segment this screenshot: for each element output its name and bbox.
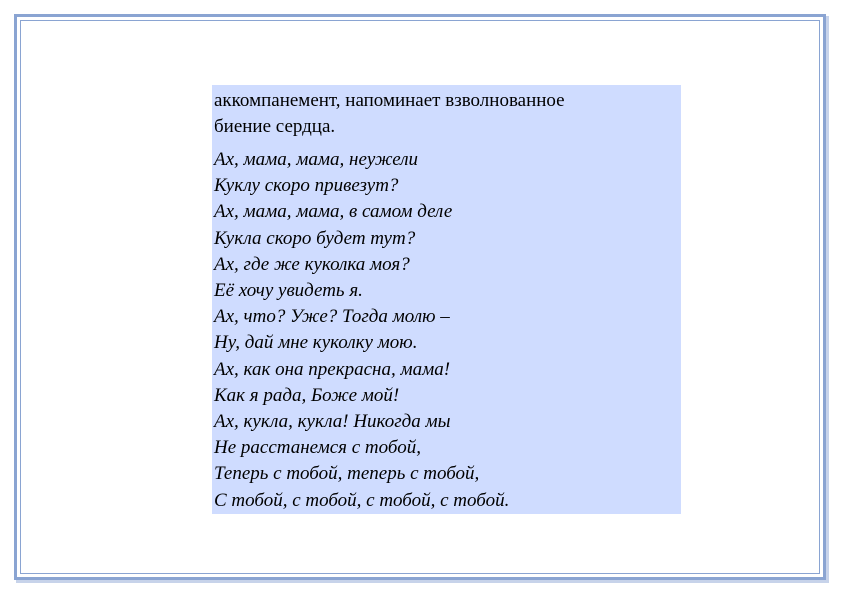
intro-line: биение сердца. [214, 116, 336, 137]
lyrics-text-box [212, 85, 681, 514]
verse-list [214, 147, 681, 514]
verse-line: Ах, кукла, кукла! Никогда мы [214, 411, 451, 433]
verse-line: Теперь с тобой, теперь с тобой, [214, 463, 480, 485]
verse-line: Ах, мама, мама, неужели [214, 149, 419, 170]
verse-line: Кукла скоро будет тут? [214, 227, 416, 249]
intro-line: аккомпанемент, напоминает взволнованное [214, 90, 565, 111]
verse-line: Как я рада, Боже мой! [214, 384, 400, 406]
intro-paragraph [214, 88, 681, 140]
verse-line: Ну, дай мне куколку мою. [214, 332, 418, 354]
verse-line: Не расстанемся с тобой, [214, 437, 421, 459]
verse-line: Ах, как она прекрасна, мама! [214, 358, 451, 380]
verse-line: Её хочу увидеть я. [214, 280, 363, 302]
verse-line: С тобой, с тобой, с тобой, с тобой. [214, 489, 510, 511]
verse-line: Ах, где же куколка моя? [214, 253, 410, 275]
verse-line: Куклу скоро привезут? [214, 175, 399, 197]
frame-shadow-bottom [16, 580, 829, 583]
verse-line: Ах, что? Уже? Тогда молю – [214, 306, 450, 328]
verse-line: Ах, мама, мама, в самом деле [214, 201, 453, 223]
frame-shadow-right [826, 16, 829, 582]
